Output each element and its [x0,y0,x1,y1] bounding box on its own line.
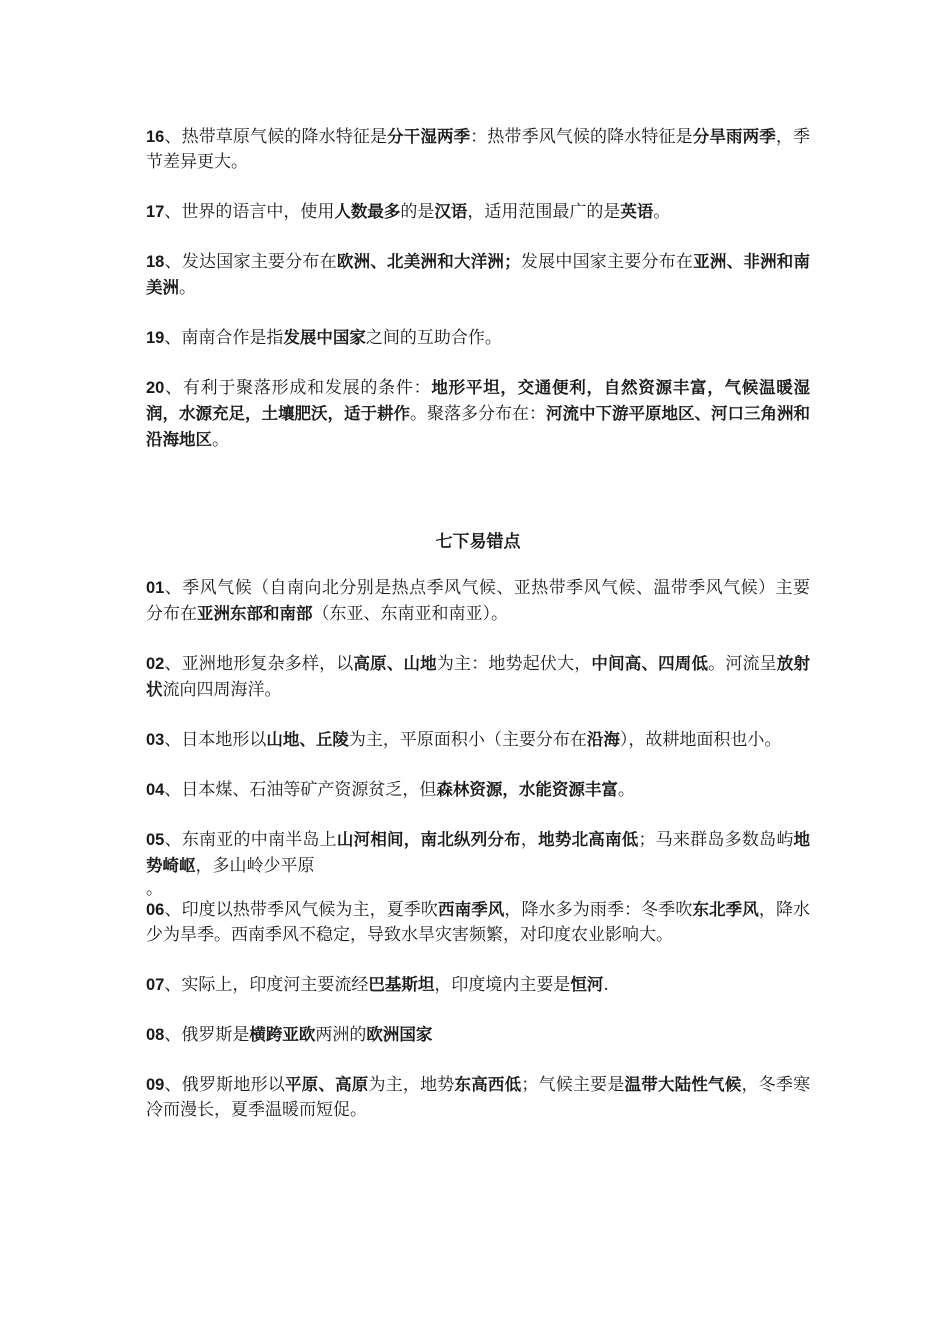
note-paragraph [146,199,810,225]
key-term: 山河相间，南北纵列分布 [336,830,521,849]
key-term: 汉语 [434,202,468,221]
key-term: 恒河 [570,975,604,994]
section-notes-continued [146,124,810,453]
number-separator: 、 [164,378,183,398]
number-separator: 、 [164,328,182,348]
key-term: 森林资源，水能资源丰富 [436,780,618,799]
note-text: 发展中国家主要分布在 [520,252,694,272]
note-text: 为主，地势 [368,1075,455,1095]
key-term: 分旱雨两季 [692,127,776,146]
key-term: 分干湿两季 [387,127,471,146]
note-text: 。河流呈 [708,654,777,674]
number-separator: 、 [164,1075,182,1095]
note-text: . [603,975,609,995]
note-text: 之间的互助合作。 [365,328,502,348]
note-paragraph [146,124,810,175]
note-text: 流向四周海洋。 [162,680,282,700]
item-number: 06 [146,901,165,919]
note-text: 。 [179,278,196,298]
note-text: 两洲的 [315,1025,367,1045]
item-number: 20 [146,379,165,397]
key-term: 平原、高原 [284,1075,369,1094]
note-text: （东亚、东南亚和南亚）。 [312,604,508,624]
note-paragraph [146,777,810,803]
note-text: 的是 [400,202,435,222]
item-number: 19 [146,329,165,347]
note-text: 为主，平原面积小（主要分布在 [348,730,587,750]
item-number: 03 [146,731,165,749]
key-term: 发展中国家 [283,328,366,347]
note-text: 俄罗斯是 [181,1025,250,1045]
note-text: 。 [653,202,671,222]
note-text: 发达国家主要分布在 [181,252,337,272]
note-paragraph [146,325,810,351]
note-text: ），故耕地面积也小。 [619,730,782,750]
item-number: 09 [146,1076,165,1094]
number-separator: 、 [164,830,182,850]
section-common-mistakes [146,576,810,1123]
note-text: ，适用范围最广的是 [467,202,621,222]
number-separator: 、 [164,900,182,920]
key-term: 东北季风 [692,900,759,919]
document-page [146,124,810,1123]
note-text: 亚洲地形复杂多样，以 [181,654,354,674]
item-number: 01 [146,579,165,597]
number-separator: 、 [164,252,182,272]
trailing-punctuation: 。 [146,879,163,899]
note-text: ；马来群岛多数岛屿 [638,830,794,850]
item-number: 17 [146,203,165,221]
key-term: 沿海 [586,730,620,749]
note-text: 南南合作是指 [181,328,284,348]
note-text: 。 [617,780,635,800]
note-text: 俄罗斯地形以 [181,1075,285,1095]
key-term: 中间高、四周低 [591,654,709,673]
note-text: 日本煤、石油等矿产资源贫乏，但 [181,780,437,800]
note-paragraph [146,972,810,998]
item-number: 04 [146,781,165,799]
note-text: ：热带季风气候的降水特征是 [470,127,693,147]
section-heading: 七下易错点 [435,532,521,552]
key-term: 人数最多 [334,202,401,221]
item-number: 05 [146,831,165,849]
note-paragraph [146,375,810,453]
note-paragraph [146,249,810,301]
key-term: 山地、丘陵 [266,730,349,749]
item-number: 18 [146,253,165,271]
note-text: 有利于聚落形成和发展的条件： [182,378,432,398]
note-text: 印度以热带季风气候为主，夏季吹 [181,900,438,920]
note-text: ，降水少为旱季。西南季风不稳定，导致水旱灾害频繁，对印度农业影响大。 [146,900,811,945]
note-text: 世界的语言中，使用 [181,202,335,222]
note-text: ；气候主要是 [521,1075,625,1095]
note-text: 实际上，印度河主要流经 [181,975,369,995]
key-term: 横跨亚欧 [249,1025,316,1044]
note-text: ，降水多为雨季：冬季吹 [504,900,693,920]
note-paragraph [146,1022,810,1048]
key-term: 欧洲、北美洲和大洋洲； [336,252,521,271]
number-separator: 、 [164,975,182,995]
note-text: 为主：地势起伏大， [436,654,592,674]
number-separator: 、 [164,730,182,750]
key-term: 巴基斯坦 [368,975,435,994]
item-number: 08 [146,1026,165,1044]
note-text: 。 [212,430,229,450]
number-separator: 、 [164,578,183,598]
note-paragraph [146,897,810,948]
key-term: 亚洲东部和南部 [197,604,313,623]
key-term: 河流中下游平原地区、河口三角洲和沿海地区 [146,404,810,449]
number-separator: 、 [164,127,182,147]
item-number: 16 [146,128,165,146]
number-separator: 、 [164,202,182,222]
note-text: 东南亚的中南半岛上 [181,830,337,850]
key-term: 放射状 [146,654,811,699]
key-term: 西南季风 [438,900,505,919]
key-term: 地势北高南低 [538,830,639,849]
key-term: 亚洲、非洲和南美洲 [146,252,811,297]
key-term: 温带大陆性气候 [624,1075,742,1094]
note-paragraph [146,651,810,703]
note-text: ，印度境内主要是 [434,975,571,995]
number-separator: 、 [164,780,182,800]
note-text: ，季节差异更大。 [146,127,811,172]
key-term: 东高西低 [454,1075,522,1094]
number-separator: 、 [164,1025,182,1045]
note-text: 热带草原气候的降水特征是 [181,127,388,147]
key-term: 地势崎岖 [146,830,811,875]
note-text: ， [520,830,539,850]
note-paragraph [146,1072,810,1123]
item-number: 02 [146,655,165,673]
note-text: 。聚落多分布在： [410,404,546,424]
note-text: ，冬季寒冷而漫长，夏季温暖而短促。 [146,1075,811,1120]
note-text: 季风气候（自南向北分别是热点季风气候、亚热带季风气候、温带季风气候）主要分布在 [146,578,811,624]
key-term: 欧洲国家 [366,1025,433,1044]
note-text: 日本地形以 [181,730,267,750]
key-term: 地形平坦，交通便利，自然资源丰富，气候温暖湿润，水源充足，土壤肥沃，适于耕作 [146,378,811,423]
note-paragraph [146,576,810,627]
item-number: 07 [146,976,165,994]
key-term: 英语 [620,202,654,221]
note-paragraph [146,827,810,879]
note-paragraph [146,727,810,753]
key-term: 高原、山地 [353,654,437,673]
number-separator: 、 [164,654,182,674]
note-text: ，多山岭少平原 [195,856,315,876]
